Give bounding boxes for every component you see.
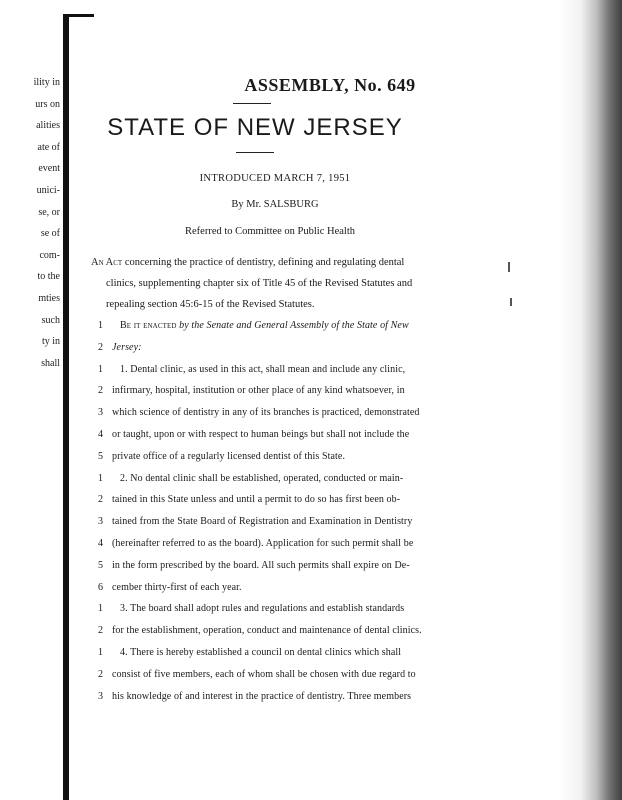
line-text: (hereinafter referred to as the board). Application for such permit shall be	[112, 537, 414, 549]
line-number: 6	[98, 581, 104, 593]
line-number: 4	[98, 428, 104, 440]
margin-fragment: ate of	[37, 141, 60, 153]
bill-line	[98, 491, 428, 513]
divider	[233, 103, 271, 104]
line-text: for the establishment, operation, conduct and maintenance of dental clinics.	[112, 625, 422, 637]
line-text: tained in this State unless and until a permit to do so has first been ob-	[112, 494, 401, 506]
line-text: private office of a regularly licensed dentist of this State.	[112, 450, 346, 462]
bill-line	[98, 557, 428, 579]
act-title	[91, 252, 426, 315]
bill-line	[98, 579, 428, 601]
line-number: 3	[98, 516, 104, 528]
enacting-text: by the Senate and General Assembly of the State of New	[176, 320, 409, 331]
act-label: An Act	[91, 257, 123, 268]
line-number: 4	[98, 537, 104, 549]
bill-body	[98, 317, 428, 709]
bill-line	[98, 426, 428, 448]
bill-line	[98, 688, 428, 710]
margin-fragment: ty in	[41, 336, 60, 348]
divider	[236, 152, 274, 153]
margin-fragment: ility in	[33, 77, 60, 88]
margin-fragment: mties	[38, 292, 60, 304]
state-title: STATE OF NEW JERSEY	[107, 114, 403, 141]
binding-bar-top	[66, 14, 94, 17]
binding-bar	[63, 14, 69, 800]
line-number: 1	[98, 603, 104, 615]
bill-line	[98, 513, 428, 535]
line-number: 2	[98, 341, 104, 353]
bill-line	[98, 382, 428, 404]
line-number: 1	[98, 472, 104, 484]
bill-line	[98, 600, 428, 622]
bill-number: ASSEMBLY, No. 649	[244, 75, 416, 95]
scan-edge-shadow	[558, 0, 622, 800]
margin-fragment: to the	[37, 271, 60, 283]
line-number: 3	[98, 407, 104, 419]
line-number: 5	[98, 559, 104, 571]
line-number: 1	[98, 363, 104, 375]
bill-line	[98, 644, 428, 666]
line-text: infirmary, hospital, institution or other place of any kind whatsoever, in	[112, 385, 405, 397]
line-text: his knowledge of and interest in the practice of dentistry. Three members	[112, 690, 412, 702]
bill-line	[98, 470, 428, 492]
margin-fragment: such	[41, 314, 60, 326]
bill-line	[98, 404, 428, 426]
enacting-clause	[120, 320, 409, 331]
line-text: 4. There is hereby established a council on dental clinics which shall	[120, 646, 402, 658]
bill-line	[98, 535, 428, 557]
margin-fragment: alities	[36, 120, 60, 132]
scan-speck	[508, 262, 510, 272]
line-number: 2	[98, 385, 104, 397]
sponsor-line: By Mr. SALSBURG	[231, 199, 319, 210]
line-text: cember thirty-first of each year.	[112, 581, 242, 593]
bill-line	[98, 666, 428, 688]
line-number: 2	[98, 668, 104, 680]
line-number: 5	[98, 450, 104, 462]
bill-line	[98, 448, 428, 470]
line-text: 1. Dental clinic, as used in this act, shall mean and include any clinic,	[120, 363, 406, 375]
act-title-text: concerning the practice of dentistry, defining and regulating dental clinics, supplementing chapter six of Title 45 of the Revised Statutes and repealing section 45:6-15 of the Revised Statutes.	[106, 257, 413, 310]
introduced-date: INTRODUCED MARCH 7, 1951	[199, 173, 351, 184]
scan-speck	[510, 298, 512, 306]
margin-fragment: unici-	[36, 184, 60, 196]
margin-fragment: event	[38, 163, 60, 175]
line-text: in the form prescribed by the board. All such permits shall expire on De-	[112, 559, 410, 571]
line-text: or taught, upon or with respect to human beings but shall not include the	[112, 428, 410, 440]
line-number: 2	[98, 625, 104, 637]
enacting-clause-line	[98, 339, 428, 361]
line-text: consist of five members, each of whom shall be chosen with due regard to	[112, 668, 416, 680]
line-text: 3. The board shall adopt rules and regulations and establish standards	[120, 603, 405, 615]
line-text: which science of dentistry in any of its branches is practiced, demonstrated	[112, 407, 420, 419]
line-text: 2. No dental clinic shall be established, operated, conducted or main-	[120, 472, 404, 484]
line-number: 2	[98, 494, 104, 506]
margin-fragment: se, or	[38, 206, 60, 218]
bill-line	[98, 622, 428, 644]
line-text: tained from the State Board of Registration and Examination in Dentistry	[112, 516, 413, 528]
margin-fragment: se of	[40, 228, 60, 240]
line-number: 1	[98, 320, 104, 331]
margin-fragment: urs on	[35, 98, 60, 110]
enacting-clause-line	[98, 317, 428, 339]
bill-line	[98, 361, 428, 383]
line-number: 1	[98, 646, 104, 658]
line-number: 3	[98, 690, 104, 702]
enacting-text: Jersey:	[112, 341, 142, 353]
previous-page-margin-text	[4, 72, 60, 374]
margin-fragment: shall	[41, 357, 60, 369]
margin-fragment: com-	[39, 249, 60, 261]
enacting-caps: Be it enacted	[120, 320, 177, 331]
committee-referral: Referred to Committee on Public Health	[185, 226, 355, 237]
